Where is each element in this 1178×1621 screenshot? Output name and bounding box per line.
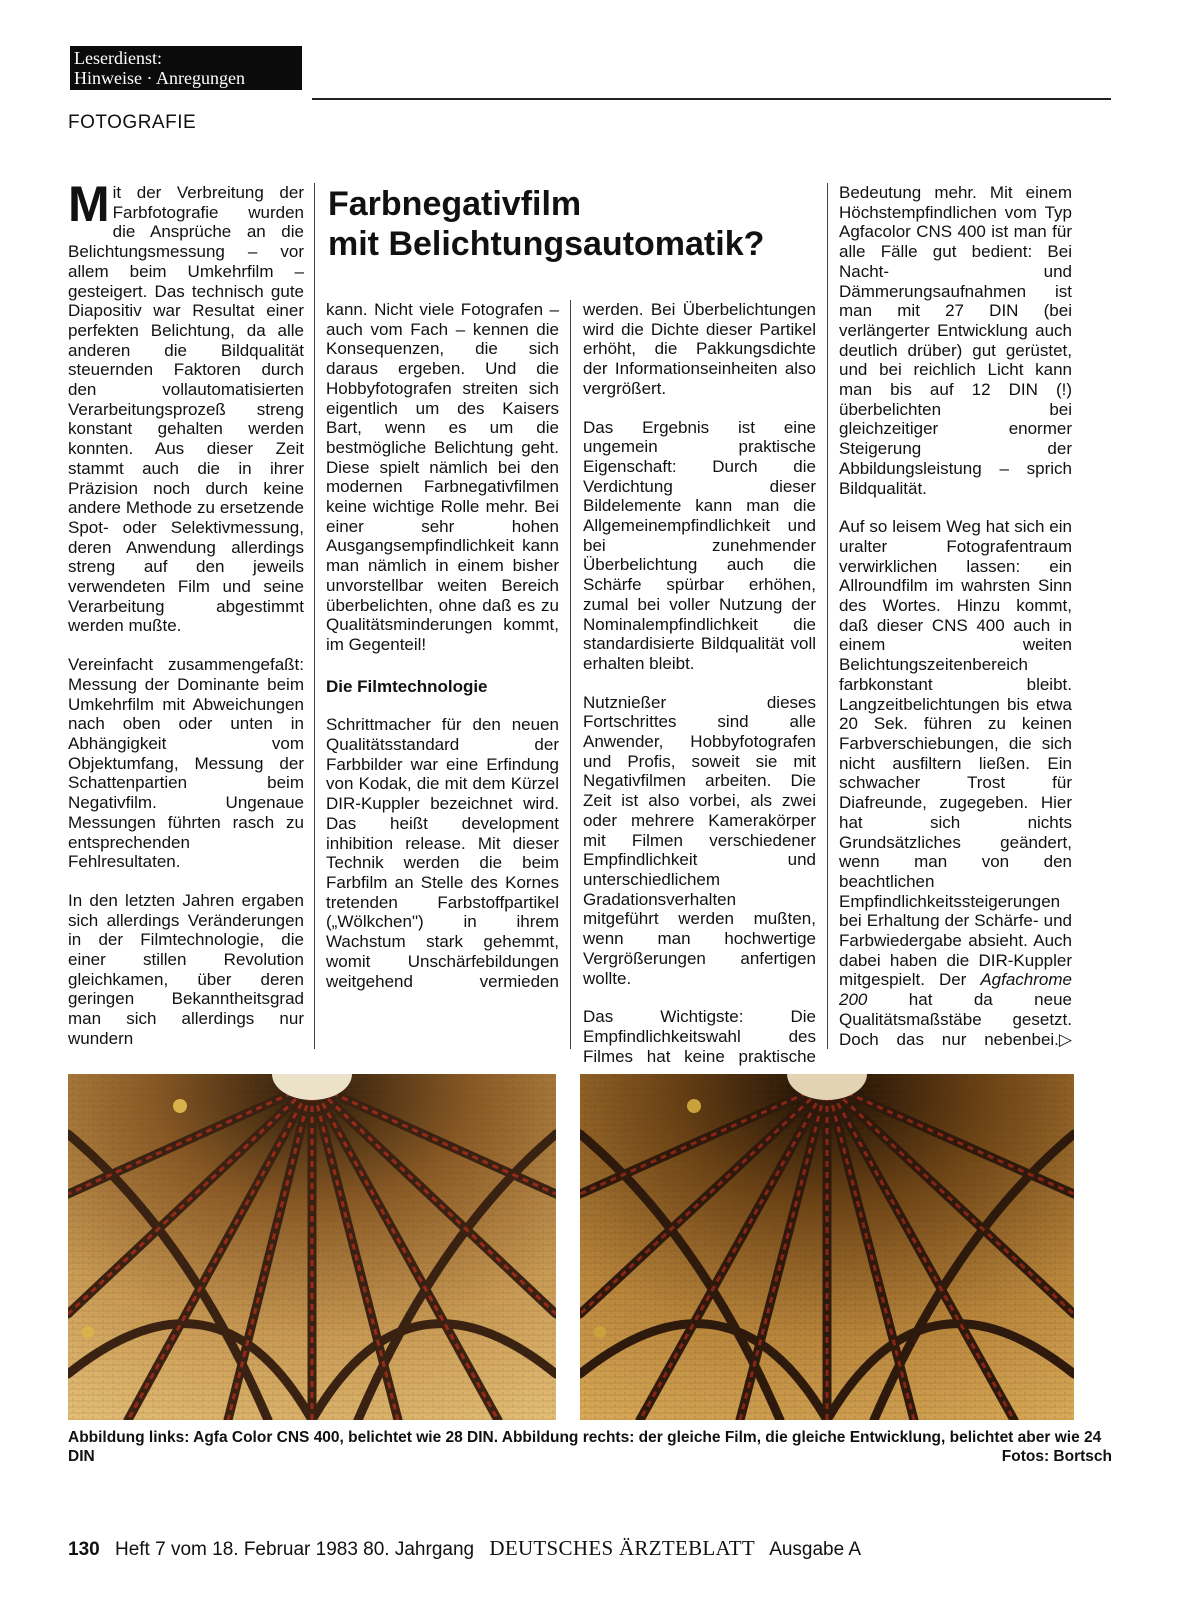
paragraph: Bedeutung mehr. Mit einem Höchstempfindlichen vom Typ Agfacolor CNS 400 ist man für alle Fälle gut bedient: Bei Nacht- und Dämmerungsaufnahmen ist man mit 27 DIN (bei verlängerter Entwicklung auch deutlich drüber) gut gerüstet, und bei reichlich Licht kann man bis auf 12 DIN (!) überbelichten bei gleichzeitiger enormer Steigerung der Abbildungsleistung – sprich Bildqualität. <box>839 183 1072 498</box>
article-column-3 <box>583 300 816 1066</box>
paragraph: Mit der Verbreitung der Farbfotografie wurden die Ansprüche an die Belichtungsmessung – vor allem beim Umkehrfilm – gesteigert. Das technisch gute Diapositiv war Resultat einer perfekten Belichtung, da alle anderen die Bildqualität steuernden Faktoren durch den vollautomatisierten Verarbeitungsprozeß streng konstant gehalten werden konnten. Aus dieser Zeit stammt auch die in ihrer Präzision noch durch keine andere Methode zu ersetzende Spot- oder Selektivmessung, deren Anwendung allerdings streng auf den jeweils verwendeten Film und seine Verarbeitung abgestimmt werden mußte. <box>68 176 304 636</box>
column-divider <box>570 300 571 1049</box>
issue-info: Heft 7 vom 18. Februar 1983 80. Jahrgang <box>114 1539 475 1560</box>
paragraph: Schrittmacher für den neuen Qualitätsstandard der Farbbilder war eine Erfindung von Kodak, die mit dem Kürzel DIR-Kuppler bezeichnet wird. Das heißt development inhibition release. Mit dieser Technik werden die beim Farbfilm an Stelle des Kornes tretenden Farbstoffpartikel („Wölkchen") in ihrem Wachstum stark gehemmt, womit Unschärfebildungen weitgehend vermieden <box>326 715 559 991</box>
column-divider <box>314 183 315 1049</box>
page-number: 130 <box>68 1539 100 1560</box>
edition-label: Ausgabe A <box>769 1539 862 1560</box>
paragraph: Auf so leisem Weg hat sich ein uralter Fotografentraum verwirklichen lassen: ein Allroundfilm im wahrsten Sinn des Wortes. Hinzu kommt, daß dieser CNS 400 auch in einem weiten Belichtungszeitenbereich farbkonstant bleibt. Langzeitbelichtungen bis etwa 20 Sek. führen zu keinen Farbverschiebungen, die sich nicht ausfiltern ließen. Ein schwacher Trost für Diafreunde, zugegeben. Hier hat sich nichts Grundsätzliches geändert, wenn man von den beachtlichen Empfindlichkeitssteigerungen bei Erhaltung der Schärfe- und Farbwiedergabe absieht. Auch dabei haben die DIR-Kuppler mitgespielt. Der Agfachrome 200 hat da neue Qualitätsmaßstäbe gesetzt. Doch das nur nebenbei. ▷ <box>839 517 1072 1049</box>
page-footer <box>68 1536 861 1561</box>
paragraph: Nutznießer dieses Fortschrittes sind alle Anwender, Hobbyfotografen und Profis, soweit sie mit Negativfilmen arbeiten. Die Zeit ist also vorbei, als zwei oder mehrere Kamerakörper mit Filmen verschiedener Empfindlichkeit und unterschiedlichem Gradationsverhalten mitgeführt werden mußten, wenn man hochwertige Vergrößerungen anfertigen wollte. <box>583 692 816 988</box>
article-column-4 <box>839 183 1072 1049</box>
section-label-line1: Leserdienst: <box>74 48 162 68</box>
photo-left-vault <box>68 1074 556 1420</box>
article-column-2 <box>326 300 559 991</box>
paragraph: werden. Bei Überbelichtungen wird die Dichte dieser Partikel erhöht, die Pakkungsdichte der Informationseinheiten also vergrößert. <box>583 300 816 398</box>
section-label-line2: Hinweise · Anregungen <box>74 68 245 88</box>
figure-caption: Abbildung links: Agfa Color CNS 400, belichtet wie 28 DIN. Abbildung rechts: der gleiche Film, die gleiche Entwicklung, belichtet aber wie 24 DIN <box>68 1429 1102 1465</box>
film-name: Agfachrome 200 <box>839 970 1072 1010</box>
drop-cap: M <box>68 176 110 232</box>
subheading: Die Filmtechnologie <box>326 676 488 696</box>
photo-right-vault <box>580 1074 1074 1420</box>
journal-name: DEUTSCHES ÄRZTEBLATT <box>489 1536 755 1560</box>
continue-arrow-icon: ▷ <box>1058 1029 1072 1049</box>
paragraph: In den letzten Jahren ergaben sich allerdings Veränderungen in der Filmtechnologie, die einer stillen Revolution gleichkamen, über deren geringen Bekanntheitsgrad man sich allerdings nur wundern <box>68 890 304 1048</box>
paragraph: Das Ergebnis ist eine ungemein praktische Eigenschaft: Durch die Verdichtung dieser Bildelemente kann man die Allgemeinempfindlichkeit und bei zunehmender Überbelichtung auch die Schärfe spürbar erhöhen, zumal bei voller Nutzung der Nominalempfindlichkeit die standardisierte Bildqualität voll erhalten bleibt. <box>583 417 816 673</box>
paragraph: kann. Nicht viele Fotografen – auch vom Fach – kennen die Konsequenzen, die sich daraus ergeben. Und die Hobbyfotografen streiten sich eigentlich um des Kaisers Bart, wenn es um die bestmögliche Belichtung geht. Diese spielt nämlich bei den modernen Farbnegativfilmen keine wichtige Rolle mehr. Bei einer sehr hohen Ausgangsempfindlichkeit kann man nämlich in einem bisher unvorstellbar weiten Bereich überbelichten, ohne daß es zu Qualitätsminderungen kommt, im Gegenteil! <box>326 300 559 654</box>
header-rule <box>312 98 1111 100</box>
article-column-1 <box>68 176 304 1049</box>
paragraph: Vereinfacht zusammengefaßt: Messung der Dominante beim Umkehrfilm mit Abweichungen nach oben oder unten in Abhängigkeit vom Objektumfang, Messung der Schattenpartien beim Negativfilm. Ungenaue Messungen führten rasch zu entsprechenden Fehlresultaten. <box>68 655 304 872</box>
photo-credit: Fotos: Bortsch <box>1001 1448 1112 1465</box>
article-title: Farbnegativfilm mit Belichtungsautomatik? <box>328 185 765 263</box>
column-divider <box>827 183 828 1049</box>
section-badge <box>70 46 302 90</box>
category-label: FOTOGRAFIE <box>68 112 197 133</box>
paragraph: Das Wichtigste: Die Empfindlichkeitswahl des Filmes hat keine praktische <box>583 1007 816 1066</box>
